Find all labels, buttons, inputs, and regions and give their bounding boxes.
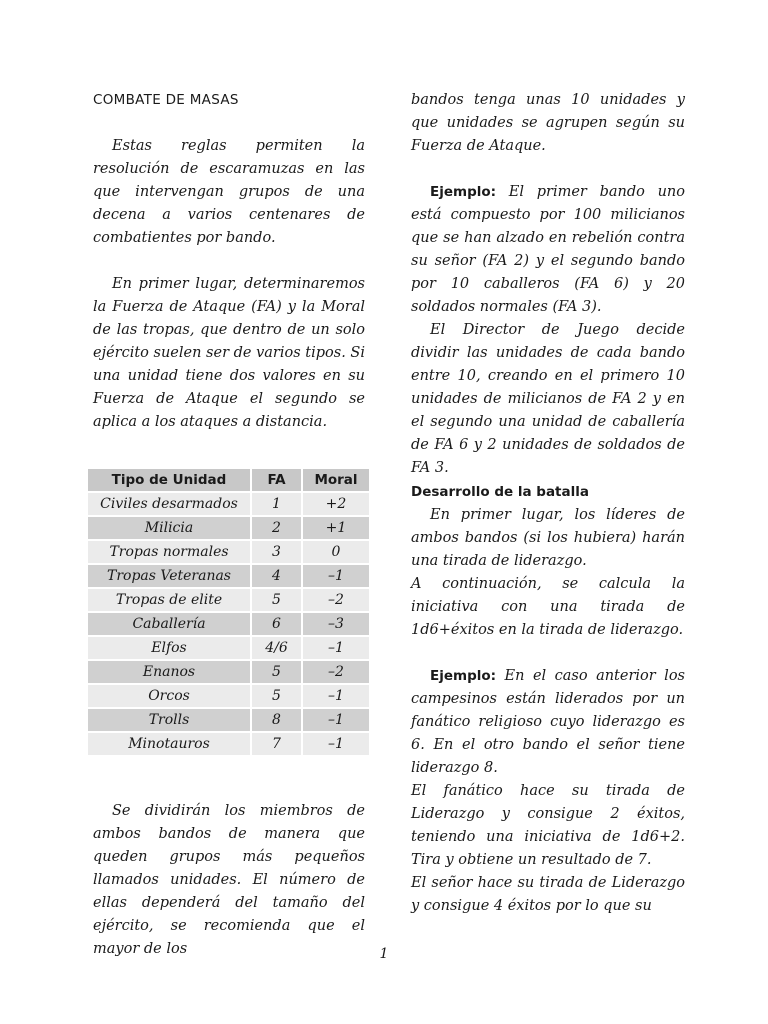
cell-moral: +1 <box>303 517 369 539</box>
example-2-paragraph <box>411 665 685 780</box>
cell-unit-type: Tropas de elite <box>88 589 250 611</box>
cell-fa: 8 <box>252 709 301 731</box>
cell-unit-type: Elfos <box>88 637 250 659</box>
example-2-text: En el caso anterior los campesinos están liderados por un fanático religioso cuyo liderazgo es 6. En el otro bando el señor tiene liderazgo 8. <box>411 668 685 776</box>
page-title: COMBATE DE MASAS <box>93 92 239 108</box>
table-row <box>88 613 369 635</box>
lord-paragraph: El señor hace su tirada de Liderazgo y consigue 4 éxitos por lo que su <box>411 875 685 914</box>
intro-paragraph: Estas reglas permiten la resolución de escaramuzas en las que intervengan grupos de una decena a varios centenares de combatientes por bando. <box>93 138 365 246</box>
section-title-battle: Desarrollo de la batalla <box>411 484 589 500</box>
cell-fa: 7 <box>252 733 301 755</box>
table-row <box>88 565 369 587</box>
cell-fa: 6 <box>252 613 301 635</box>
fanatic-paragraph: El fanático hace su tirada de Liderazgo y consigue 2 éxitos, teniendo una iniciativa de 1d6+2. Tira y obtiene un resultado de 7. <box>411 783 685 868</box>
cell-fa: 4/6 <box>252 637 301 659</box>
units-paragraph: Se dividirán los miembros de ambos bandos de manera que queden grupos más pequeños llamados unidades. El número de ellas dependerá del tamaño del ejército, se recomienda que el mayor de los <box>93 803 365 957</box>
table-row <box>88 493 369 515</box>
leaders-paragraph: En primer lugar, los líderes de ambos bandos (si los hubiera) harán una tirada de liderazgo. <box>411 507 685 569</box>
table-row <box>88 709 369 731</box>
cell-moral: –3 <box>303 613 369 635</box>
table-body <box>88 493 369 755</box>
cell-moral: –1 <box>303 685 369 707</box>
cell-unit-type: Minotauros <box>88 733 250 755</box>
table-row <box>88 637 369 659</box>
example-1-text: El primer bando uno está compuesto por 100 milicianos que se han alzado en rebelión contra su señor (FA 2) y el segundo bando por 10 caballeros (FA 6) y 20 soldados normales (FA 3). <box>411 184 685 315</box>
table-header-fa: FA <box>252 469 301 491</box>
cell-unit-type: Trolls <box>88 709 250 731</box>
cell-moral: –2 <box>303 661 369 683</box>
units-continuation-paragraph: bandos tenga unas 10 unidades y que unidades se agrupen según su Fuerza de Ataque. <box>411 92 685 154</box>
table-row <box>88 589 369 611</box>
example-1-paragraph <box>411 181 685 319</box>
cell-moral: 0 <box>303 541 369 563</box>
table-header-type: Tipo de Unidad <box>88 469 250 491</box>
cell-fa: 5 <box>252 589 301 611</box>
cell-moral: –2 <box>303 589 369 611</box>
page-number: 1 <box>379 946 389 962</box>
attack-force-paragraph: En primer lugar, determinaremos la Fuerza de Ataque (FA) y la Moral de las tropas, que dentro de un solo ejército suelen ser de varios tipos. Si una unidad tiene dos valores en su Fuerza de Ataque el segundo se aplica a los ataques a distancia. <box>93 276 365 430</box>
cell-unit-type: Milicia <box>88 517 250 539</box>
cell-fa: 3 <box>252 541 301 563</box>
cell-fa: 1 <box>252 493 301 515</box>
cell-moral: –1 <box>303 733 369 755</box>
example-1-label: Ejemplo: <box>430 184 497 200</box>
cell-moral: –1 <box>303 637 369 659</box>
director-paragraph: El Director de Juego decide dividir las unidades de cada bando entre 10, creando en el primero 10 unidades de milicianos de FA 2 y en el segundo una unidad de caballería de FA 6 y 2 unidades de soldados de FA 3. <box>411 322 685 476</box>
cell-unit-type: Enanos <box>88 661 250 683</box>
cell-moral: –1 <box>303 565 369 587</box>
example-2-label: Ejemplo: <box>430 668 497 684</box>
table-row <box>88 541 369 563</box>
cell-unit-type: Tropas normales <box>88 541 250 563</box>
table-header-moral: Moral <box>303 469 369 491</box>
cell-unit-type: Tropas Veteranas <box>88 565 250 587</box>
cell-fa: 5 <box>252 685 301 707</box>
unit-types-table <box>86 467 371 757</box>
table-row <box>88 517 369 539</box>
cell-fa: 4 <box>252 565 301 587</box>
table-header-row <box>88 469 369 491</box>
table-row <box>88 733 369 755</box>
initiative-paragraph: A continuación, se calcula la iniciativa con una tirada de 1d6+éxitos en la tirada de liderazgo. <box>411 576 685 638</box>
cell-unit-type: Orcos <box>88 685 250 707</box>
cell-fa: 5 <box>252 661 301 683</box>
cell-fa: 2 <box>252 517 301 539</box>
cell-moral: +2 <box>303 493 369 515</box>
table-row <box>88 685 369 707</box>
cell-moral: –1 <box>303 709 369 731</box>
cell-unit-type: Caballería <box>88 613 250 635</box>
table-row <box>88 661 369 683</box>
cell-unit-type: Civiles desarmados <box>88 493 250 515</box>
